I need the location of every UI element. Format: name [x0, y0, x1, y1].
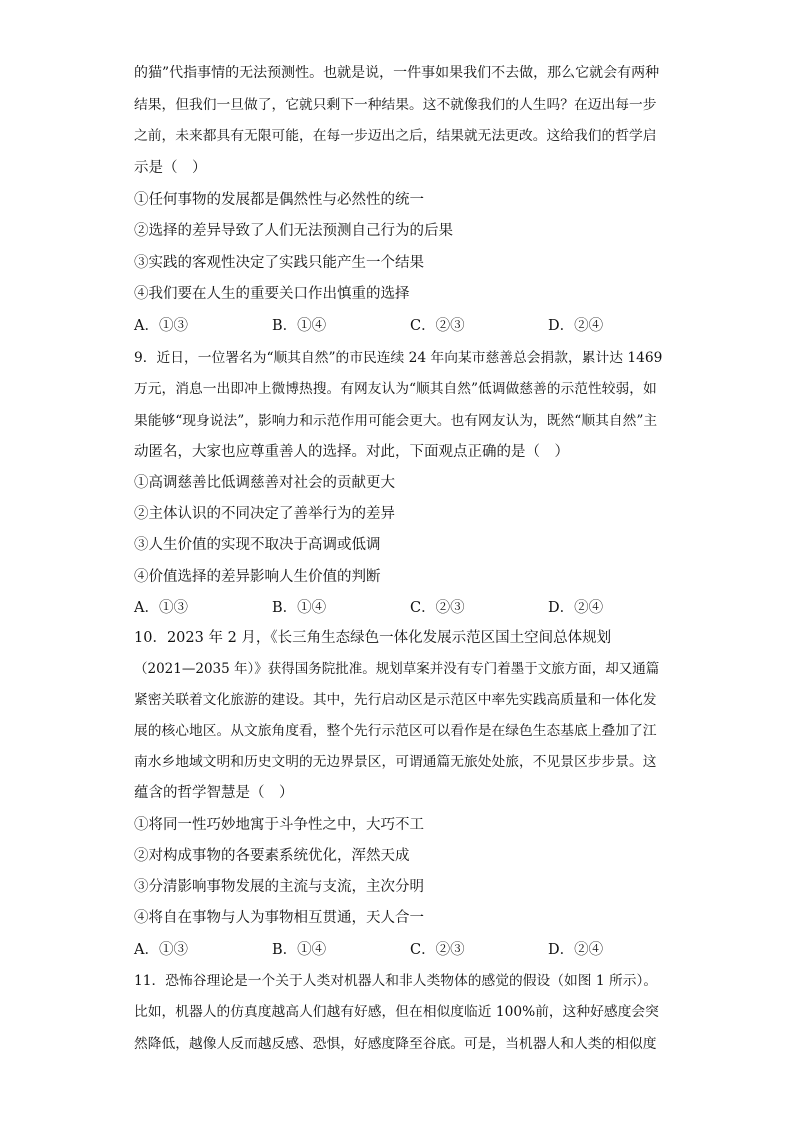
question-9-choice-c: C．②③ — [410, 600, 465, 616]
question-9-statement-1: ①高调慈善比低调慈善对社会的贡献更大 — [134, 475, 395, 491]
question-10-statement-4: ④将自在事物与人为事物相互贯通，天人合一 — [134, 910, 424, 926]
question-8-choice-a: A．①③ — [134, 318, 188, 334]
question-10-text-line: 南水乡地域文明和历史文明的无边界景区，可谓通篇无旅处处旅，不见景区步步景。这 — [134, 754, 657, 770]
question-8-text-line: 的猫”代指事情的无法预测性。也就是说，一件事如果我们不去做，那么它就会有两种 — [134, 65, 660, 81]
question-8-text-line: 结果，但我们一旦做了，它就只剩下一种结果。这不就像我们的人生吗？在迈出每一步 — [134, 97, 657, 113]
question-10-statement-1: ①将同一性巧妙地寓于斗争性之中，大巧不工 — [134, 817, 424, 833]
question-8-statement-4: ④我们要在人生的重要关口作出慎重的选择 — [134, 286, 410, 302]
question-9-choice-a: A．①③ — [134, 600, 188, 616]
question-8-choice-d: D．②④ — [548, 318, 604, 334]
question-11-text-line: 然降低，越像人反而越反感、恐惧，好感度降至谷底。可是，当机器人和人类的相似度 — [134, 1036, 657, 1052]
question-8-text-line: 之前，未来都具有无限可能，在每一步迈出之后，结果就无法更改。这给我们的哲学启 — [134, 128, 657, 144]
question-11-text-line: 比如，机器人的仿真度越高人们越有好感，但在相似度临近 100%前，这种好感度会突 — [134, 1004, 659, 1020]
question-9-text-line: 动匿名，大家也应尊重善人的选择。对此，下面观点正确的是（ ） — [134, 444, 569, 460]
question-8-choice-c: C．②③ — [410, 318, 465, 334]
question-10-choice-a: A．①③ — [134, 942, 188, 958]
question-9-choice-b: B．①④ — [272, 600, 327, 616]
question-10-choice-b: B．①④ — [272, 942, 327, 958]
question-10-text-line: 展的核心地区。从文旅角度看，整个先行示范区可以看作是在绿色生态基底上叠加了江 — [134, 723, 657, 739]
question-9-choice-d: D．②④ — [548, 600, 604, 616]
question-8-statement-3: ③实践的客观性决定了实践只能产生一个结果 — [134, 255, 424, 271]
question-10-choice-d: D．②④ — [548, 942, 604, 958]
question-9-text-line: 万元，消息一出即冲上微博热搜。有网友认为“顺其自然”低调做慈善的示范性较弱，如 — [134, 381, 657, 397]
question-9-statement-4: ④价值选择的差异影响人生价值的判断 — [134, 569, 381, 585]
question-10-statement-3: ③分清影响事物发展的主流与支流，主次分明 — [134, 879, 424, 895]
question-8-statement-1: ①任何事物的发展都是偶然性与必然性的统一 — [134, 192, 424, 208]
question-10-text-line: （2021—2035 年）》获得国务院批准。规划草案并没有专门着墨于文旅方面，却又通篇 — [134, 661, 660, 677]
question-10-choice-c: C．②③ — [410, 942, 465, 958]
question-9-text-line: 9．近日，一位署名为“顺其自然”的市民连续 24 年向某市慈善总会捐款，累计达 1469 — [134, 350, 663, 366]
question-9-statement-3: ③人生价值的实现不取决于高调或低调 — [134, 537, 381, 553]
question-11-text-line: 11．恐怖谷理论是一个关于人类对机器人和非人类物体的感觉的假设（如图 1 所示）。 — [134, 973, 658, 989]
question-10-text-line: 蕴含的哲学智慧是（ ） — [134, 785, 294, 801]
question-8-choice-b: B．①④ — [272, 318, 327, 334]
question-9-statement-2: ②主体认识的不同决定了善举行为的差异 — [134, 506, 395, 522]
question-10-text-line: 10．2023 年 2 月，《长三角生态绿色一体化发展示范区国土空间总体规划 — [134, 630, 612, 646]
question-10-statement-2: ②对构成事物的各要素系统优化，浑然天成 — [134, 848, 410, 864]
question-8-statement-2: ②选择的差异导致了人们无法预测自己行为的后果 — [134, 223, 453, 239]
question-9-text-line: 果能够“现身说法”，影响力和示范作用可能会更大。也有网友认为，既然“顺其自然”主 — [134, 413, 658, 429]
question-8-text-line: 示是（ ） — [134, 160, 207, 176]
question-10-text-line: 紧密关联着文化旅游的建设。其中，先行启动区是示范区中率先实践高质量和一体化发 — [134, 692, 657, 708]
